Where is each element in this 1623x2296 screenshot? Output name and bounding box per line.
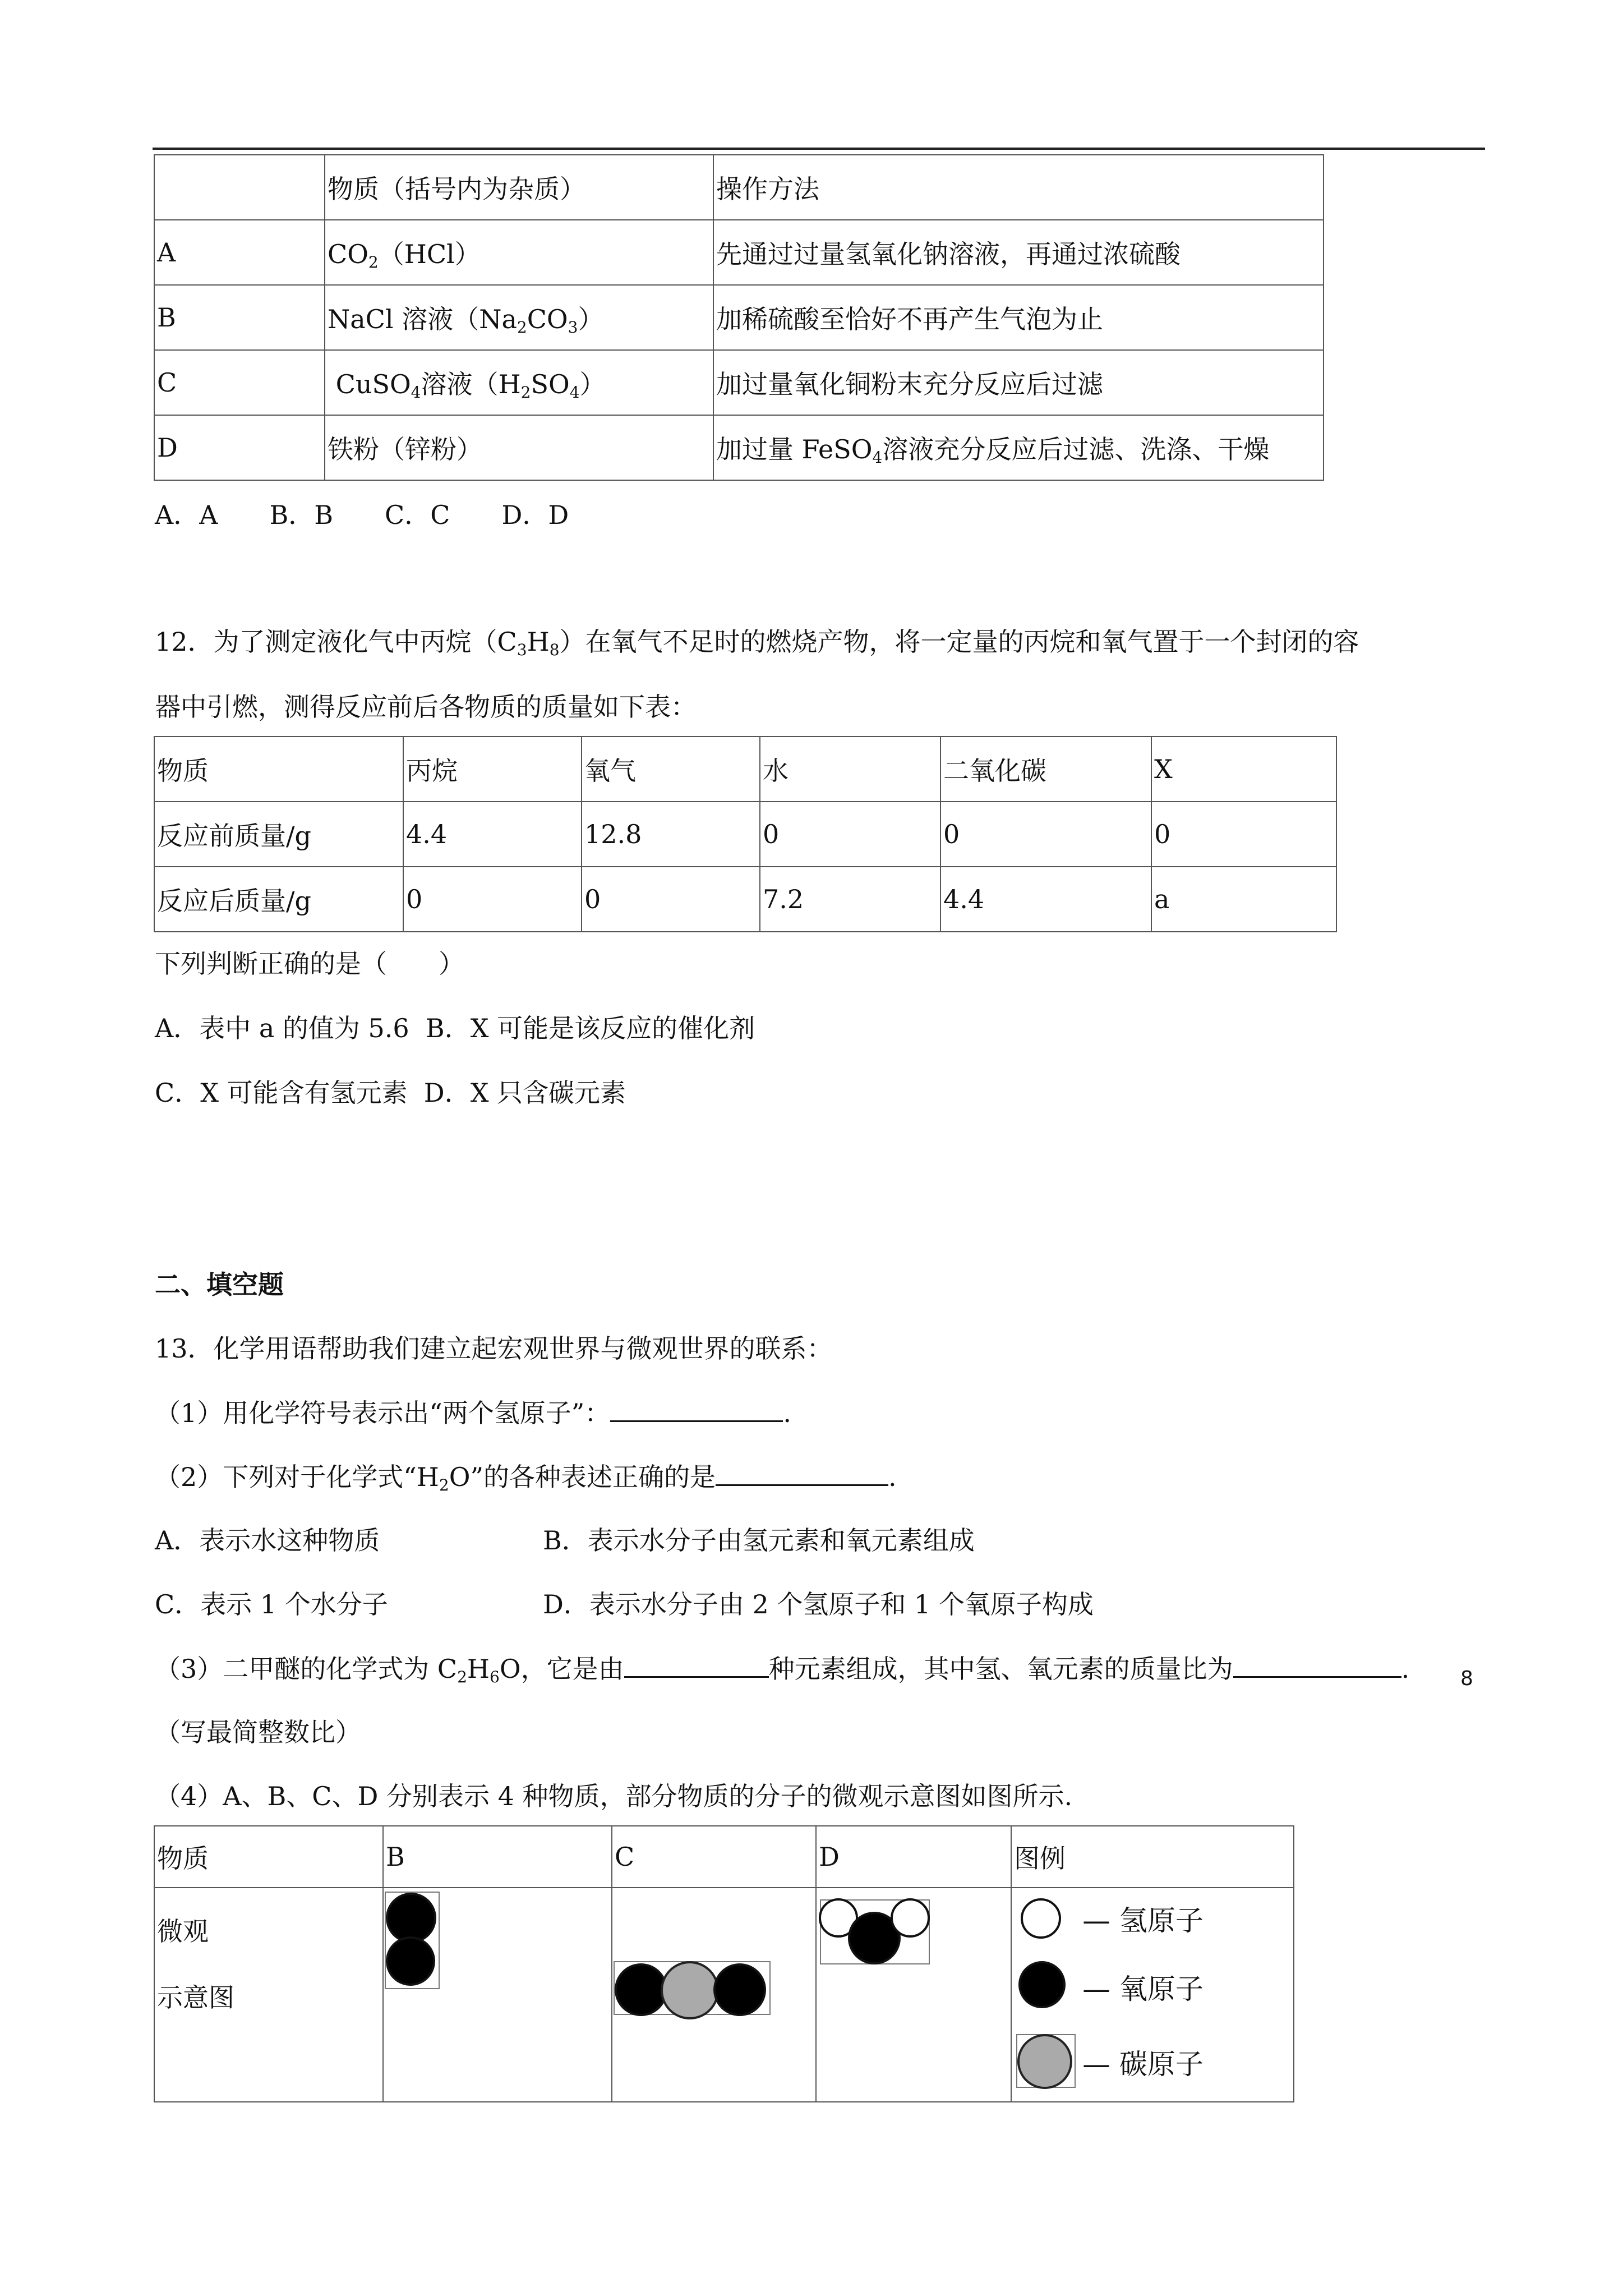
table-row <box>154 285 1324 350</box>
mass-table <box>154 736 1337 932</box>
hydrogen-legend-icon <box>1021 1898 1061 1939</box>
header-rule <box>153 148 1485 150</box>
row-label: B <box>154 285 325 350</box>
table-cell: 7.2 <box>760 867 940 932</box>
table-cell: 4.4 <box>940 867 1151 932</box>
table-cell: 0 <box>760 802 940 867</box>
q12-text-b: H <box>527 627 550 657</box>
q13-option-b: B．表示水分子由氢元素和氧元素组成 <box>543 1525 975 1556</box>
answer-blank[interactable] <box>624 1651 769 1678</box>
hydrogen-atom-icon <box>891 1898 930 1938</box>
oxygen-atom-icon <box>386 1893 436 1943</box>
row-label: A <box>154 220 325 285</box>
q12-options-row1: A．表中 a 的值为 5.6 B．X 可能是该反应的催化剂 <box>155 1013 755 1043</box>
table-cell: C <box>612 1826 816 1888</box>
row-label: C <box>154 350 325 415</box>
q13-option-a: A．表示水这种物质 <box>155 1525 380 1556</box>
substance-cell: NaCl 溶液$(Na_2CO_3)$ <box>325 285 713 350</box>
table-cell: 物质（括号内为杂质） <box>325 155 713 220</box>
q13-option-c: C．表示 1 个水分子 <box>155 1589 388 1619</box>
oxygen-legend-icon <box>1018 1961 1066 2008</box>
carbon-atom-icon <box>661 1961 719 2019</box>
answer-blank[interactable] <box>610 1396 783 1422</box>
table-cell: 二氧化碳 <box>940 737 1151 802</box>
page-number: 8 <box>1460 1667 1473 1690</box>
period: . <box>888 1462 897 1492</box>
q13-part3-text-b: H <box>467 1654 490 1684</box>
q12-prompt: 下列判断正确的是（ ） <box>155 949 464 979</box>
legend-oxygen: — 氧原子 <box>1082 1973 1204 2005</box>
q12-options-row2: C．X 可能含有氢元素 D．X 只含碳元素 <box>155 1078 626 1108</box>
answer-blank[interactable] <box>716 1460 888 1486</box>
subscript: 6 <box>490 1668 500 1686</box>
method-cell: 先通过过量氢氧化钠溶液，再通过浓硫酸 <box>713 220 1324 285</box>
q13-part3 <box>155 1651 1409 1686</box>
section-title: 二、填空题 <box>155 1269 284 1300</box>
q13-part3-text-d: 种元素组成，其中氢、氧元素的质量比为 <box>768 1654 1233 1684</box>
table-cell: 图例 <box>1011 1826 1294 1888</box>
table-cell: 物质 <box>154 1826 383 1888</box>
subscript: 2 <box>439 1476 449 1494</box>
table-header-row <box>154 737 1336 802</box>
table-cell: 4.4 <box>403 802 582 867</box>
table-cell: 12.8 <box>582 802 760 867</box>
legend-carbon: — 碳原子 <box>1082 2048 1204 2081</box>
table-cell: D <box>816 1826 1011 1888</box>
table-cell: 水 <box>760 737 940 802</box>
table-row <box>154 350 1324 415</box>
table-row <box>154 867 1336 932</box>
table-header-row <box>154 155 1324 220</box>
table-cell: 反应前质量/g <box>154 802 403 867</box>
method-cell: 加过量 FeSO$_4$溶液充分反应后过滤、洗涤、干燥 <box>713 415 1324 480</box>
table-cell: a <box>1151 867 1336 932</box>
q13-part2-text-a: （2）下列对于化学式“H <box>155 1462 439 1492</box>
row-label <box>154 1888 383 2102</box>
table-cell: 反应后质量/g <box>154 867 403 932</box>
purification-table <box>154 154 1324 481</box>
substance-cell: CuSO$_4$溶液$(H_2SO_4)$ <box>325 350 713 415</box>
q12-text-a: 12．为了测定液化气中丙烷（C <box>155 627 517 657</box>
table-row <box>154 220 1324 285</box>
oxygen-atom-icon <box>615 1963 667 2016</box>
q13-part2-text-b: O”的各种表述正确的是 <box>449 1462 716 1492</box>
table-cell: 0 <box>940 802 1151 867</box>
q12-stem-line2: 器中引燃，测得反应前后各物质的质量如下表： <box>155 692 697 722</box>
table-cell: 氧气 <box>582 737 760 802</box>
table-cell: X <box>1151 737 1336 802</box>
method-cell: 加过量氧化铜粉末充分反应后过滤 <box>713 350 1324 415</box>
table-cell: 0 <box>1151 802 1336 867</box>
substance-cell: $CO_2(HCl)$ <box>325 220 713 285</box>
q13-part1 <box>155 1396 791 1430</box>
row-label-line1: 微观 <box>157 1916 209 1947</box>
q13-part1-text: （1）用化学符号表示出“两个氢原子”： <box>155 1398 611 1428</box>
table-header-row <box>154 1826 1294 1888</box>
row-label: D <box>154 415 325 480</box>
table-cell: 操作方法 <box>713 155 1324 220</box>
table-cell: 0 <box>403 867 582 932</box>
q13-option-d: D．表示水分子由 2 个氢原子和 1 个氧原子构成 <box>543 1589 1094 1619</box>
period: . <box>1401 1654 1410 1684</box>
subscript: 8 <box>549 641 560 659</box>
q13-part3-text-a: （3）二甲醚的化学式为 C <box>155 1654 458 1684</box>
subscript: 3 <box>517 641 527 659</box>
table-cell: B <box>383 1826 612 1888</box>
method-cell: 加稀硫酸至恰好不再产生气泡为止 <box>713 285 1324 350</box>
q12-stem-line1 <box>155 625 1359 659</box>
legend-hydrogen: — 氢原子 <box>1082 1904 1204 1937</box>
table-row <box>154 802 1336 867</box>
q13-part3-note: （写最简整数比） <box>155 1717 361 1747</box>
table-cell: 丙烷 <box>403 737 582 802</box>
q13-intro: 13．化学用语帮助我们建立起宏观世界与微观世界的联系： <box>155 1333 833 1364</box>
q13-part3-text-c: O，它是由 <box>499 1654 624 1684</box>
subscript: 2 <box>457 1668 467 1686</box>
oxygen-atom-icon <box>386 1936 435 1986</box>
row-label-line2: 示意图 <box>157 1982 234 2013</box>
q11-options: A．A B．B C．C D．D <box>155 500 569 530</box>
oxygen-atom-icon <box>713 1963 766 2016</box>
table-row <box>154 415 1324 480</box>
q13-part2 <box>155 1460 897 1494</box>
q13-part4: （4）A、B、C、D 分别表示 4 种物质，部分物质的分子的微观示意图如图所示. <box>155 1781 1073 1811</box>
carbon-legend-icon <box>1017 2034 1072 2089</box>
table-cell <box>154 155 325 220</box>
q12-text-c: ）在氧气不足时的燃烧产物，将一定量的丙烷和氧气置于一个封闭的容 <box>559 627 1359 657</box>
answer-blank[interactable] <box>1233 1651 1401 1678</box>
table-cell: 0 <box>582 867 760 932</box>
substance-cell: 铁粉（锌粉） <box>325 415 713 480</box>
period: . <box>783 1398 791 1428</box>
table-cell: 物质 <box>154 737 403 802</box>
